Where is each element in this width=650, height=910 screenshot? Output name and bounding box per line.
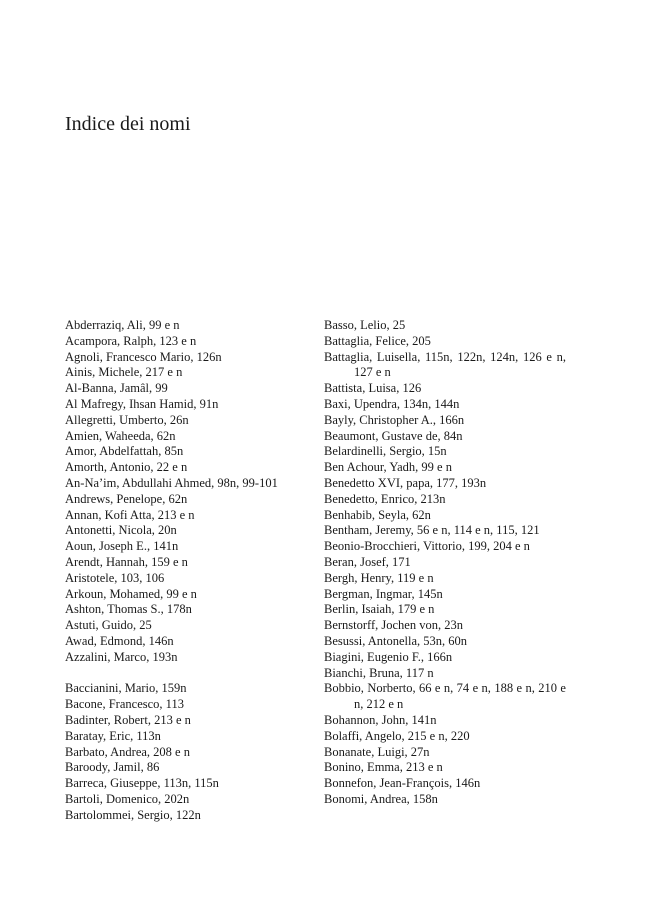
- index-entry: Abderraziq, Ali, 99 e n: [65, 318, 180, 332]
- index-entry: Baxi, Upendra, 134n, 144n: [324, 396, 460, 411]
- index-entry: Bayly, Christopher A., 166n: [324, 412, 465, 427]
- index-entry: Arendt, Hannah, 159 e n: [65, 554, 188, 569]
- index-entry: Awad, Edmond, 146n: [65, 633, 174, 648]
- index-entry: Bonino, Emma, 213 e n: [324, 760, 443, 775]
- index-entry: Barbato, Andrea, 208 e n: [65, 744, 190, 759]
- index-entry: Battaglia, Felice, 205: [324, 333, 431, 348]
- index-entry: Benedetto, Enrico, 213n: [324, 491, 446, 506]
- index-entry: Ashton, Thomas S., 178n: [65, 602, 192, 617]
- index-entry: Arkoun, Mohamed, 99 e n: [65, 586, 197, 601]
- index-entry: Basso, Lelio, 25: [324, 318, 406, 332]
- index-entry: Al-Banna, Jamâl, 99: [65, 381, 168, 396]
- index-title: Indice dei nomi: [65, 113, 191, 135]
- index-entry: Azzalini, Marco, 193n: [65, 649, 178, 664]
- section-gap: [65, 666, 305, 682]
- index-entry: Andrews, Penelope, 62n: [65, 491, 188, 506]
- index-entry: Bentham, Jeremy, 56 e n, 114 e n, 115, 121: [324, 523, 540, 538]
- index-entry: Amorth, Antonio, 22 e n: [65, 460, 188, 475]
- index-entry: Biagini, Eugenio F., 166n: [324, 649, 453, 664]
- index-entry: Bergh, Henry, 119 e n: [324, 570, 434, 585]
- index-entry: Berlin, Isaiah, 179 e n: [324, 602, 435, 617]
- index-entry: Bartoli, Domenico, 202n: [65, 791, 190, 806]
- index-entry: Beaumont, Gustave de, 84n: [324, 428, 463, 443]
- index-entry: Antonetti, Nicola, 20n: [65, 523, 177, 538]
- index-entry: Bonomi, Andrea, 158n: [324, 791, 438, 806]
- index-column-right: [324, 318, 566, 808]
- index-entry: Bonanate, Luigi, 27n: [324, 744, 430, 759]
- index-entry: Annan, Kofi Atta, 213 e n: [65, 507, 195, 522]
- index-entry: Ben Achour, Yadh, 99 e n: [324, 460, 452, 475]
- index-entry: Bohannon, John, 141n: [324, 712, 437, 727]
- index-entry: Besussi, Antonella, 53n, 60n: [324, 633, 468, 648]
- index-entry: Baccianini, Mario, 159n: [65, 681, 187, 696]
- index-column-left: [65, 318, 305, 824]
- index-entry: Baratay, Eric, 113n: [65, 728, 161, 743]
- index-entry: Aoun, Joseph E., 141n: [65, 539, 179, 554]
- index-entry: Bartolommei, Sergio, 122n: [65, 807, 201, 822]
- index-entry: Bianchi, Bruna, 117 n: [324, 665, 434, 680]
- index-entry: Baroody, Jamil, 86: [65, 760, 160, 775]
- index-entry: Badinter, Robert, 213 e n: [65, 712, 191, 727]
- index-entry: Acampora, Ralph, 123 e n: [65, 333, 197, 348]
- index-entry: Aristotele, 103, 106: [65, 570, 165, 585]
- index-entry: Bacone, Francesco, 113: [65, 697, 184, 712]
- index-entry: Al Mafregy, Ihsan Hamid, 91n: [65, 396, 219, 411]
- index-entry: Ainis, Michele, 217 e n: [65, 365, 183, 380]
- index-entry: Amien, Waheeda, 62n: [65, 428, 176, 443]
- index-entry: Beonio-Brocchieri, Vittorio, 199, 204 e n: [324, 539, 530, 554]
- index-entry: Belardinelli, Sergio, 15n: [324, 444, 447, 459]
- index-entry: Benhabib, Seyla, 62n: [324, 507, 431, 522]
- index-entry: Amor, Abdelfattah, 85n: [65, 444, 184, 459]
- index-entry: An-Na’im, Abdullahi Ahmed, 98n, 99-101: [65, 475, 278, 490]
- index-entry: Battista, Luisa, 126: [324, 381, 422, 396]
- index-entry: Barreca, Giuseppe, 113n, 115n: [65, 776, 219, 791]
- index-entry: Bolaffi, Angelo, 215 e n, 220: [324, 728, 470, 743]
- index-entry: Bobbio, Norberto, 66 e n, 74 e n, 188 e n, 210 e n, 212 e n: [324, 681, 566, 712]
- index-entry: Bergman, Ingmar, 145n: [324, 586, 443, 601]
- index-entry: Allegretti, Umberto, 26n: [65, 412, 189, 427]
- index-entry: Beran, Josef, 171: [324, 554, 411, 569]
- index-entry: Bonnefon, Jean-François, 146n: [324, 776, 481, 791]
- index-entry: Benedetto XVI, papa, 177, 193n: [324, 475, 487, 490]
- index-entry: Bernstorff, Jochen von, 23n: [324, 618, 463, 633]
- index-entry: Battaglia, Luisella, 115n, 122n, 124n, 126 e n, 127 e n: [324, 349, 566, 380]
- index-entry: Agnoli, Francesco Mario, 126n: [65, 349, 222, 364]
- index-entry: Astuti, Guido, 25: [65, 618, 152, 633]
